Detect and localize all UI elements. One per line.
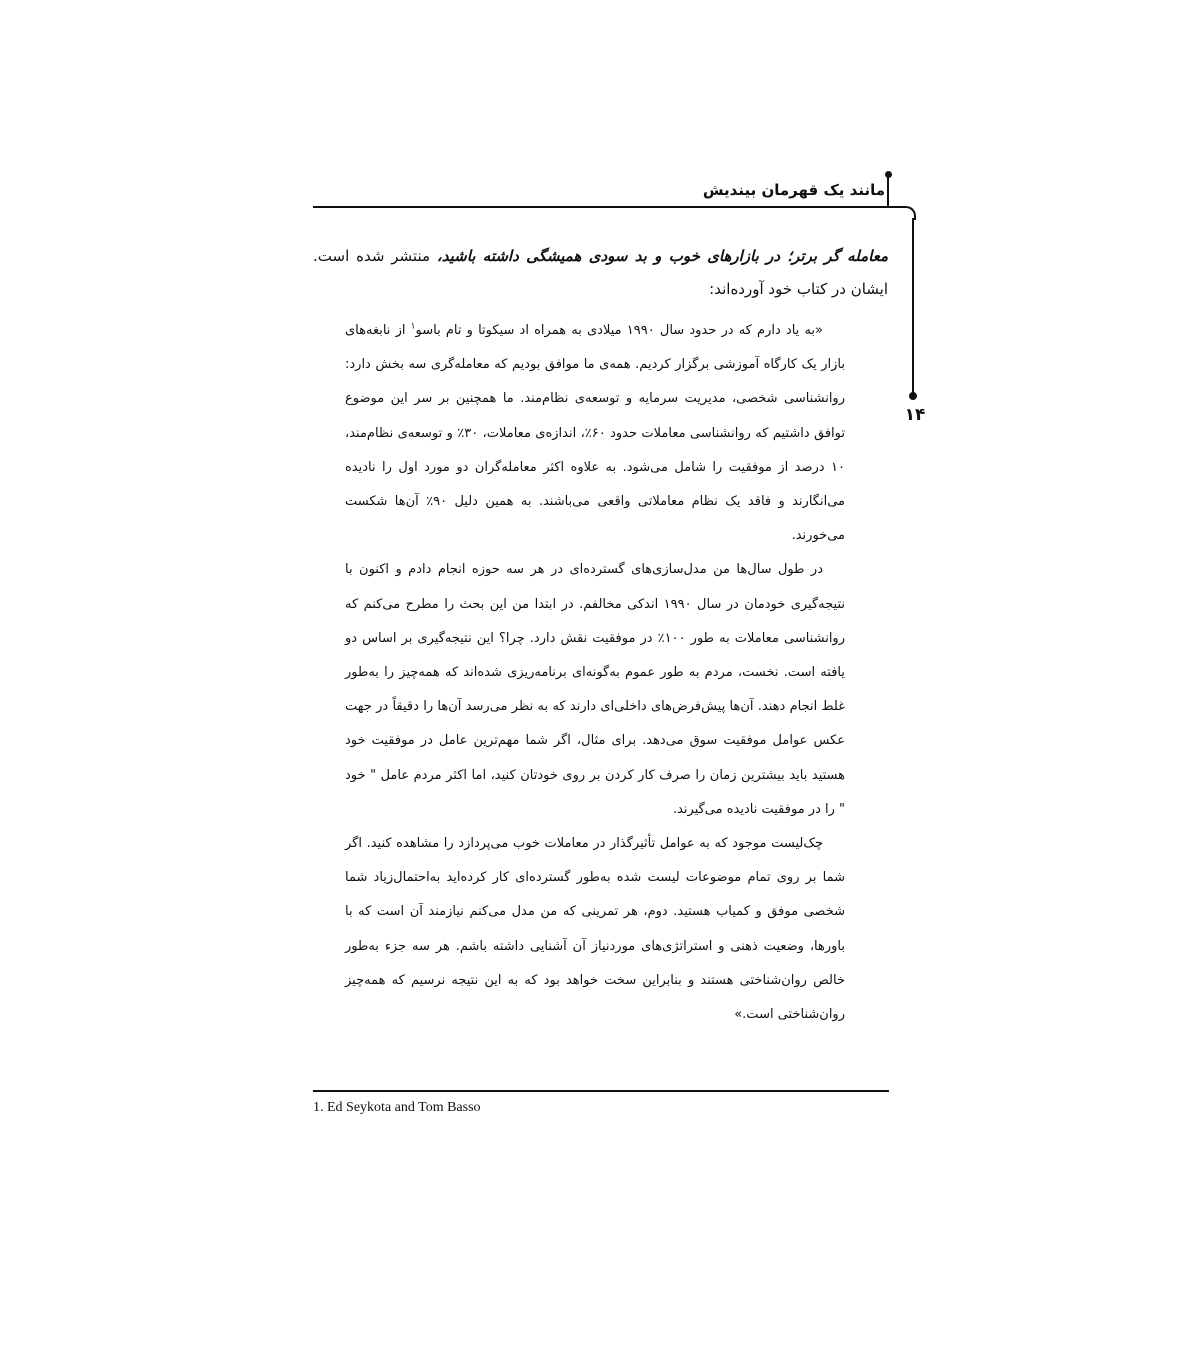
- quote-paragraph-1: [345, 314, 845, 553]
- footnote-reference: ۱: [410, 321, 416, 332]
- quote-block: [345, 314, 845, 1032]
- margin-ornament-dot: [909, 392, 917, 400]
- running-header-title: مانند یک قهرمان بیندیش: [702, 181, 885, 199]
- intro-line-1: [313, 241, 888, 271]
- footnote-rule: [313, 1090, 889, 1092]
- quote-paragraph-1-start: «به یاد دارم که در حدود سال ۱۹۹۰ میلادی به همراه اد سیکوتا و تام باسو: [415, 323, 823, 338]
- page-number: ۱۴: [904, 405, 926, 425]
- intro-line-1-rest: منتشر شده است.: [313, 247, 437, 265]
- quote-paragraph-2: در طول سال‌ها من مدل‌سازی‌های گسترده‌ای در هر سه حوزه انجام دادم و اکنون با نتیجه‌گیری خودمان در سال ۱۹۹۰ اندکی مخالفم. در ابتدا من این بحث را مطرح می‌کنم که روانشناسی معاملات به طور ۱۰۰٪ در موفقیت نقش دارد. چرا؟ این نتیجه‌گیری بر اساس دو یافته است. نخست، مردم به طور عموم به‌گونه‌ای برنامه‌ریزی شده‌اند که همه‌چیز را به‌طور غلط انجام دهند. آن‌ها پیش‌فرض‌های داخلی‌ای دارند که به نظر می‌رسد آن‌ها را دقیقاً در جهت عکس عوامل موفقیت سوق می‌دهد. برای مثال، اگر شما مهم‌ترین عامل در موفقیت خود هستید باید بیشترین زمان را صرف کار کردن بر روی خودتان کنید، اما اکثر مردم عامل " خود " را در موفقیت نادیده می‌گیرند.: [345, 562, 845, 817]
- header-ornament-stem: [887, 176, 889, 206]
- margin-rule: [912, 218, 914, 396]
- book-title-italic: معامله گر برتر؛ در بازارهای خوب و بد سودی همیشگی داشته باشید،: [436, 247, 888, 265]
- header-rule: [313, 206, 903, 208]
- quote-paragraph-1-rest: از نابغه‌های بازار یک کارگاه آموزشی برگزار کردیم. همه‌ی ما موافق بودیم که معامله‌گری سه بخش دارد: روانشناسی شخصی، مدیریت سرمایه و توسعه‌ی نظام‌مند. ما همچنین بر سر این موضوع توافق داشتیم که روانشناسی معاملات حدود ۶۰٪، اندازه‌ی معاملات، ۳۰٪ و توسعه‌ی نظام‌مند، ۱۰ درصد از موفقیت را شامل می‌شود. به علاوه اکثر معامله‌گران دو مورد اول را نادیده می‌انگارند و فاقد یک نظام معاملاتی واقعی می‌باشند. به همین دلیل ۹۰٪ آن‌ها شکست می‌خورند.: [345, 323, 845, 544]
- quote-paragraph-3: چک‌لیست موجود که به عوامل تأثیرگذار در معاملات خوب می‌پردازد را مشاهده کنید. اگر شما بر روی تمام موضوعات لیست شده به‌طور گسترده‌ای کار کرده‌اید به‌احتمال‌زیاد شما شخصی موفق و کمیاب هستید. دوم، هر تمرینی که من مدل می‌کنم نیازمند آن است که با باورها، وضعیت ذهنی و استراتژی‌های موردنیاز آن آشنایی داشته باشم. هر سه جزء به‌طور خالص روان‌شناختی هستند و بنابراین سخت خواهد بود که به این نتیجه نرسیم که همه‌چیز روان‌شناختی است.»: [345, 836, 845, 1023]
- intro-line-2: ایشان در کتاب خود آورده‌اند:: [709, 280, 888, 298]
- footnote: 1. Ed Seykota and Tom Basso: [313, 1100, 481, 1115]
